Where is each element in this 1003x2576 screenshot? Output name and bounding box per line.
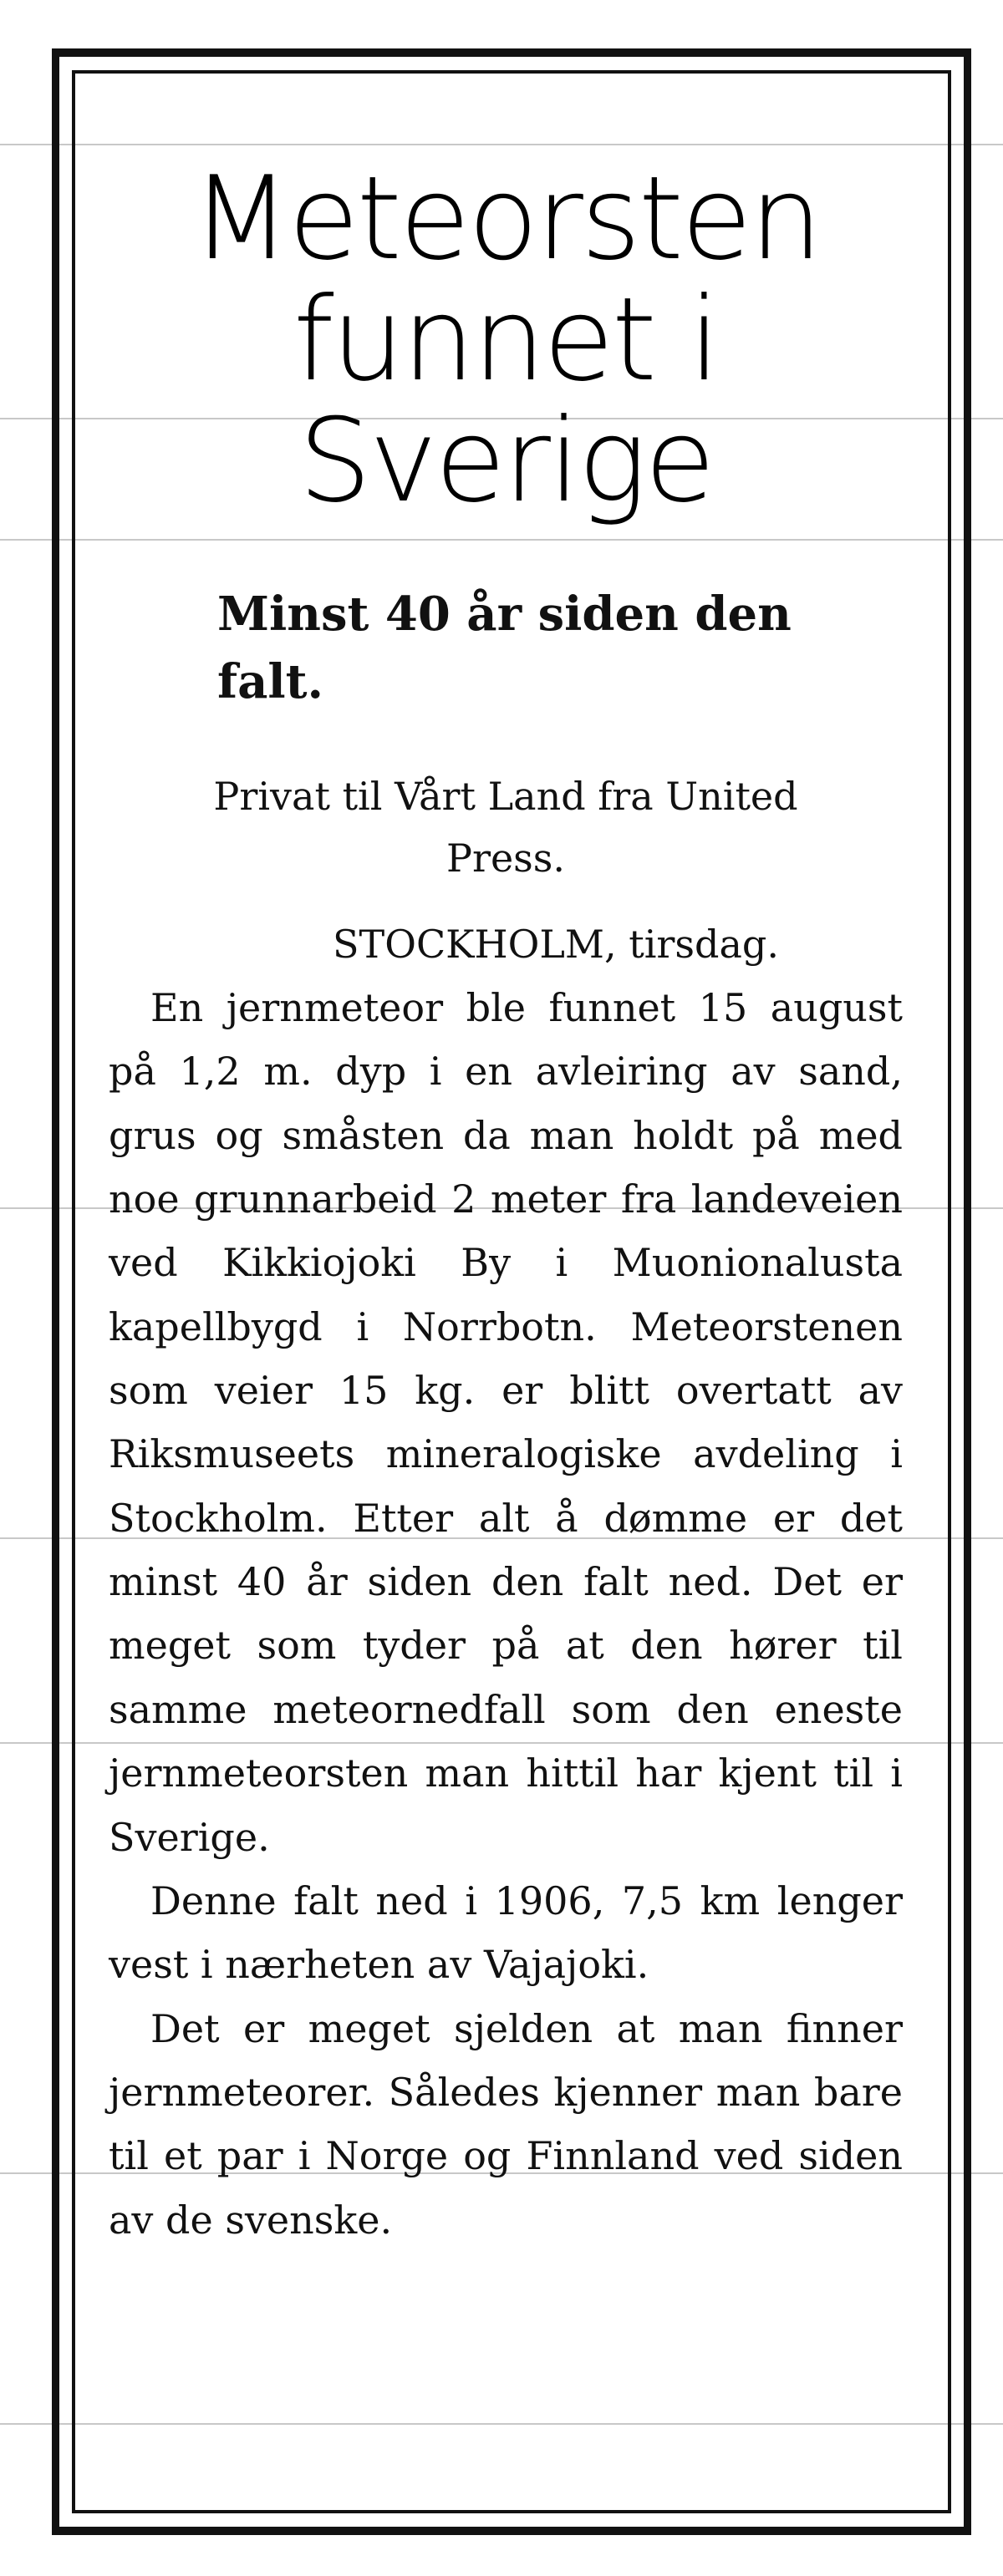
article [109, 125, 903, 2252]
paragraph: En jernmeteor ble funnet 15 august på 1,2 m. dyp i en avleiring av sand, grus og småsten da man holdt på med noe grunnarbeid 2 meter fra landeveien ved Kikkiojoki By i Muonionalusta kapellbygd i Norrbotn. Meteorstenen som veier 15 kg. er blitt overtatt av Riksmuseets mineralogiske avdeling i Stockholm. Etter alt å dømme er det minst 40 år siden den falt ned. Det er meget som tyder på at den hører til samme meteornedfall som den eneste jernmeteorsten man hittil har kjent til i Sverige. [109, 984, 903, 1860]
headline [109, 151, 903, 528]
headline-line-2: funnet i Sverige [293, 272, 719, 528]
byline: Privat til Vårt Land fra United Press. [213, 774, 798, 881]
headline-line-1: Meteorsten [191, 151, 821, 286]
dateline: STOCKHOLM, tirsdag. [333, 922, 779, 968]
paragraph: Denne falt ned i 1906, 7,5 km lenger vest i nærheten av Vajajoki. [109, 1877, 903, 1988]
paragraph: Det er meget sjelden at man finner jernmeteorer. Således kjenner man bare til et par i Norge og Finnland ved siden av de svenske. [109, 2005, 903, 2243]
subheadline: Minst 40 år siden den falt. [217, 586, 792, 709]
